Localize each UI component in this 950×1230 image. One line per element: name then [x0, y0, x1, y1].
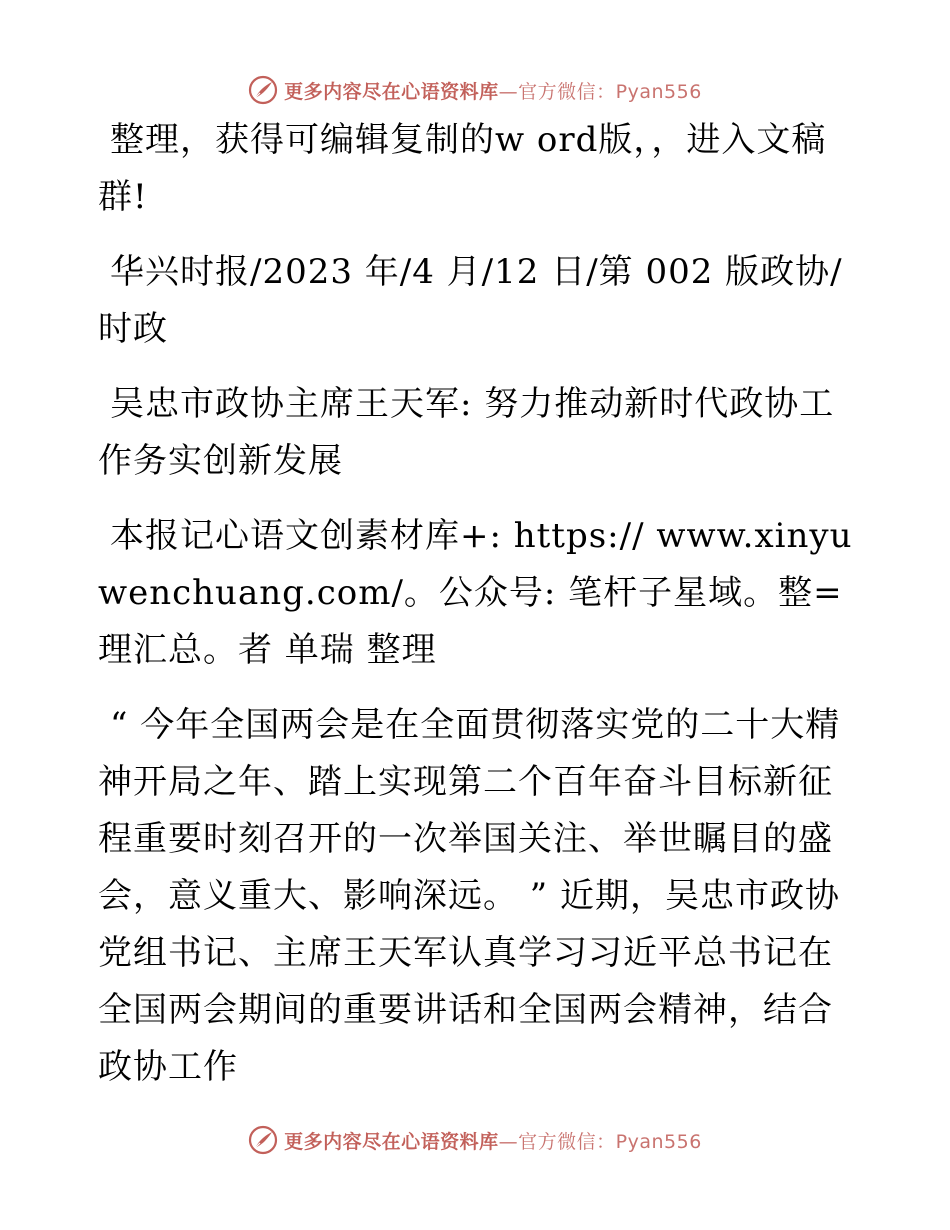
banner-main-text: 更多内容尽在心语资料库: [284, 80, 499, 103]
banner-main-text: 更多内容尽在心语资料库: [284, 1130, 499, 1153]
paragraph-source: 华兴时报/2023 年/4 月/12 日/第 002 版政协/时政: [98, 252, 843, 349]
quill-pen-icon: [248, 75, 278, 105]
banner-wechat-text: 官方微信：Pyan556: [518, 80, 702, 103]
paragraph-body: “ 今年全国两会是在全面贯彻落实党的二十大精神开局之年、踏上实现第二个百年奋斗目标新征程重要时刻召开的一次举国关注、举世瞩目的盛会，意义重大、影响深远。 ” 近期，吴忠市政协党组书记、主席王天军认真学习习近平总书记在全国两会期间的重要讲话和全国两会精神，结合政协工作: [98, 705, 841, 1087]
banner-wechat-text: 官方微信：Pyan556: [518, 1130, 702, 1153]
banner-separator: —: [498, 1130, 519, 1153]
header-banner: [0, 70, 950, 110]
footer-banner: [0, 1120, 950, 1160]
quill-pen-icon: [248, 1125, 278, 1155]
document-body: [98, 112, 853, 1114]
paragraph-byline: 本报记心语文创素材库+: https:// www.xinyuwenchuang.com/。公众号: 笔杆子星域。整=理汇总。者 单瑞 整理: [98, 516, 853, 670]
banner-separator: —: [498, 80, 519, 103]
banner-text: [284, 77, 702, 104]
banner-text: [284, 1127, 702, 1154]
paragraph-intro: 整理，获得可编辑复制的w ord版，，进入文稿群!: [98, 120, 827, 217]
paragraph-headline: 吴忠市政协主席王天军: 努力推动新时代政协工作务实创新发展: [98, 384, 835, 481]
